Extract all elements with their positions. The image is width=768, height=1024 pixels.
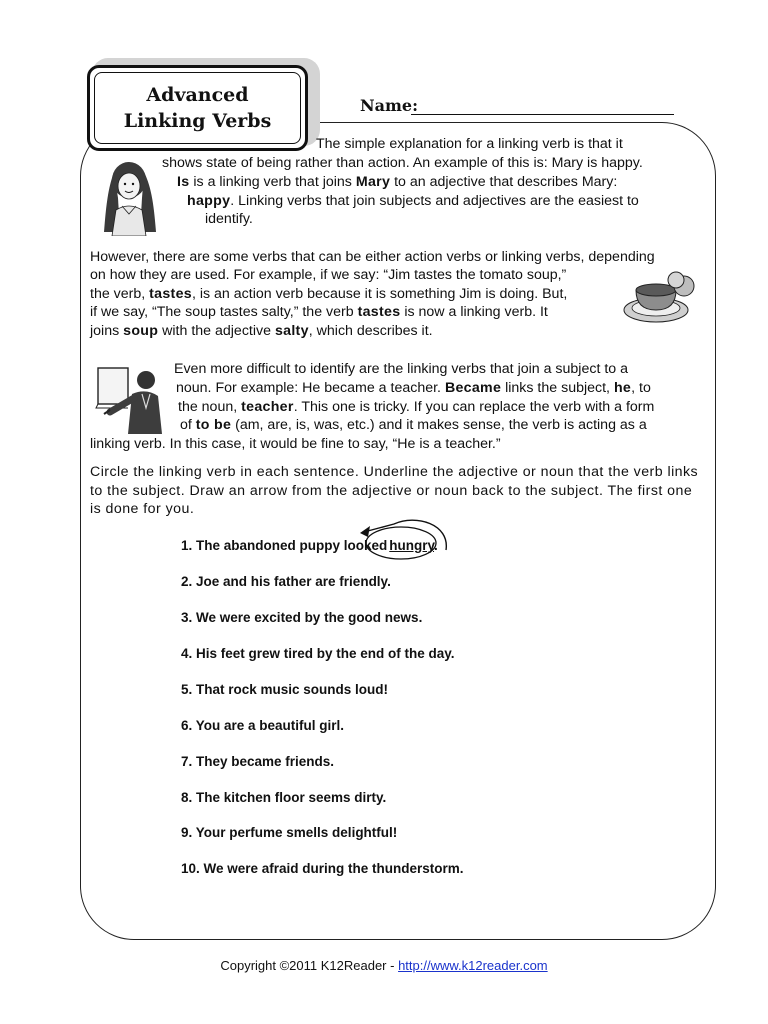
k12reader-link[interactable]: http://www.k12reader.com — [398, 958, 548, 973]
text: . Linking verbs that join subjects and adjectives are the easiest to — [230, 193, 639, 209]
term-is: Is — [177, 174, 190, 190]
para1-line4 — [187, 192, 639, 211]
copyright-footer — [0, 958, 768, 973]
term-to-be: to be — [195, 417, 232, 433]
circle-arrow-annotation — [354, 512, 478, 562]
name-label: Name: — [360, 96, 419, 115]
para1-line5: identify. — [205, 211, 253, 227]
para3-line4 — [180, 416, 647, 435]
teacher-clipart — [92, 364, 168, 434]
instructions: Circle the linking verb in each sentence. Underline the adjective or noun that the verb links to the subject. Draw an arrow from the adjective or noun back to the subject. The first one is done for you. — [90, 464, 699, 517]
text: joins — [90, 323, 124, 339]
title-line-1: Advanced — [146, 84, 249, 106]
text: is a linking verb that joins — [189, 174, 356, 190]
title-line-2: Linking Verbs — [123, 110, 272, 132]
soup-bowl-clipart — [622, 268, 698, 326]
sentence-6: 6. You are a beautiful girl. — [181, 718, 345, 733]
page-title — [94, 72, 301, 144]
term-became: Became — [444, 380, 502, 396]
text: noun. For example: He became a teacher. — [176, 380, 445, 396]
sentence-3: 3. We were excited by the good news. — [181, 610, 423, 625]
text: . — [434, 538, 438, 553]
title-box — [87, 65, 308, 151]
para3-line5: linking verb. In this case, it would be fine to say, “He is a teacher.” — [90, 436, 501, 452]
para3-line3 — [178, 398, 654, 417]
sentence-8: 8. The kitchen floor seems dirty. — [181, 790, 387, 805]
text: of — [180, 417, 196, 433]
copyright-text: Copyright ©2011 K12Reader - — [220, 958, 399, 973]
term-happy: happy — [187, 193, 231, 209]
para2-line3 — [90, 285, 567, 304]
para3-line1: Even more difficult to identify are the linking verbs that join a subject to a — [174, 361, 628, 377]
para1-line2: shows state of being rather than action. An example of this is: Mary is happy. — [162, 155, 643, 171]
text: . This one is tricky. If you can replace the verb with a form — [293, 399, 655, 415]
term-mary: Mary — [355, 174, 391, 190]
term-tastes: tastes — [149, 286, 192, 302]
text: , is an action verb because it is something Jim is doing. But, — [191, 286, 568, 302]
sentence-5: 5. That rock music sounds loud! — [181, 682, 389, 697]
text: is now a linking verb. It — [400, 304, 548, 320]
para2-line4 — [90, 303, 548, 322]
girl-clipart — [100, 158, 158, 236]
name-blank[interactable] — [411, 114, 674, 115]
sentence-10: 10. We were afraid during the thunderstorm. — [181, 861, 464, 876]
para3-line2 — [176, 379, 651, 398]
term-he: he — [613, 380, 632, 396]
term-tastes: tastes — [357, 304, 401, 320]
term-teacher: teacher — [241, 399, 294, 415]
term-salty: salty — [274, 323, 309, 339]
para2-line1: However, there are some verbs that can be either action verbs or linking verbs, depending — [90, 249, 655, 265]
para2-line2: on how they are used. For example, if we say: “Jim tastes the tomato soup,” — [90, 267, 567, 283]
text: the noun, — [178, 399, 242, 415]
text: links the subject, — [501, 380, 614, 396]
para1-line3 — [177, 173, 617, 192]
text: with the adjective — [158, 323, 275, 339]
sentence-7: 7. They became friends. — [181, 754, 335, 769]
text: 1. The abandoned puppy — [181, 538, 344, 553]
linked-adjective: hungry — [389, 538, 435, 553]
sentence-2: 2. Joe and his father are friendly. — [181, 574, 391, 589]
text: , which describes it. — [308, 323, 433, 339]
text: the verb, — [90, 286, 150, 302]
term-soup: soup — [123, 323, 159, 339]
text: if we say, “The soup tastes salty,” the verb — [90, 304, 358, 320]
text: to an adjective that describes Mary: — [390, 174, 618, 190]
linking-verb: looked — [343, 538, 388, 553]
text: , to — [631, 380, 651, 396]
sentence-9: 9. Your perfume smells delightful! — [181, 825, 398, 840]
para1-line1: The simple explanation for a linking verb is that it — [316, 136, 623, 152]
sentence-4: 4. His feet grew tired by the end of the day. — [181, 646, 455, 661]
text: (am, are, is, was, etc.) and it makes sense, the verb is acting as a — [231, 417, 647, 433]
para2-line5 — [90, 322, 433, 341]
